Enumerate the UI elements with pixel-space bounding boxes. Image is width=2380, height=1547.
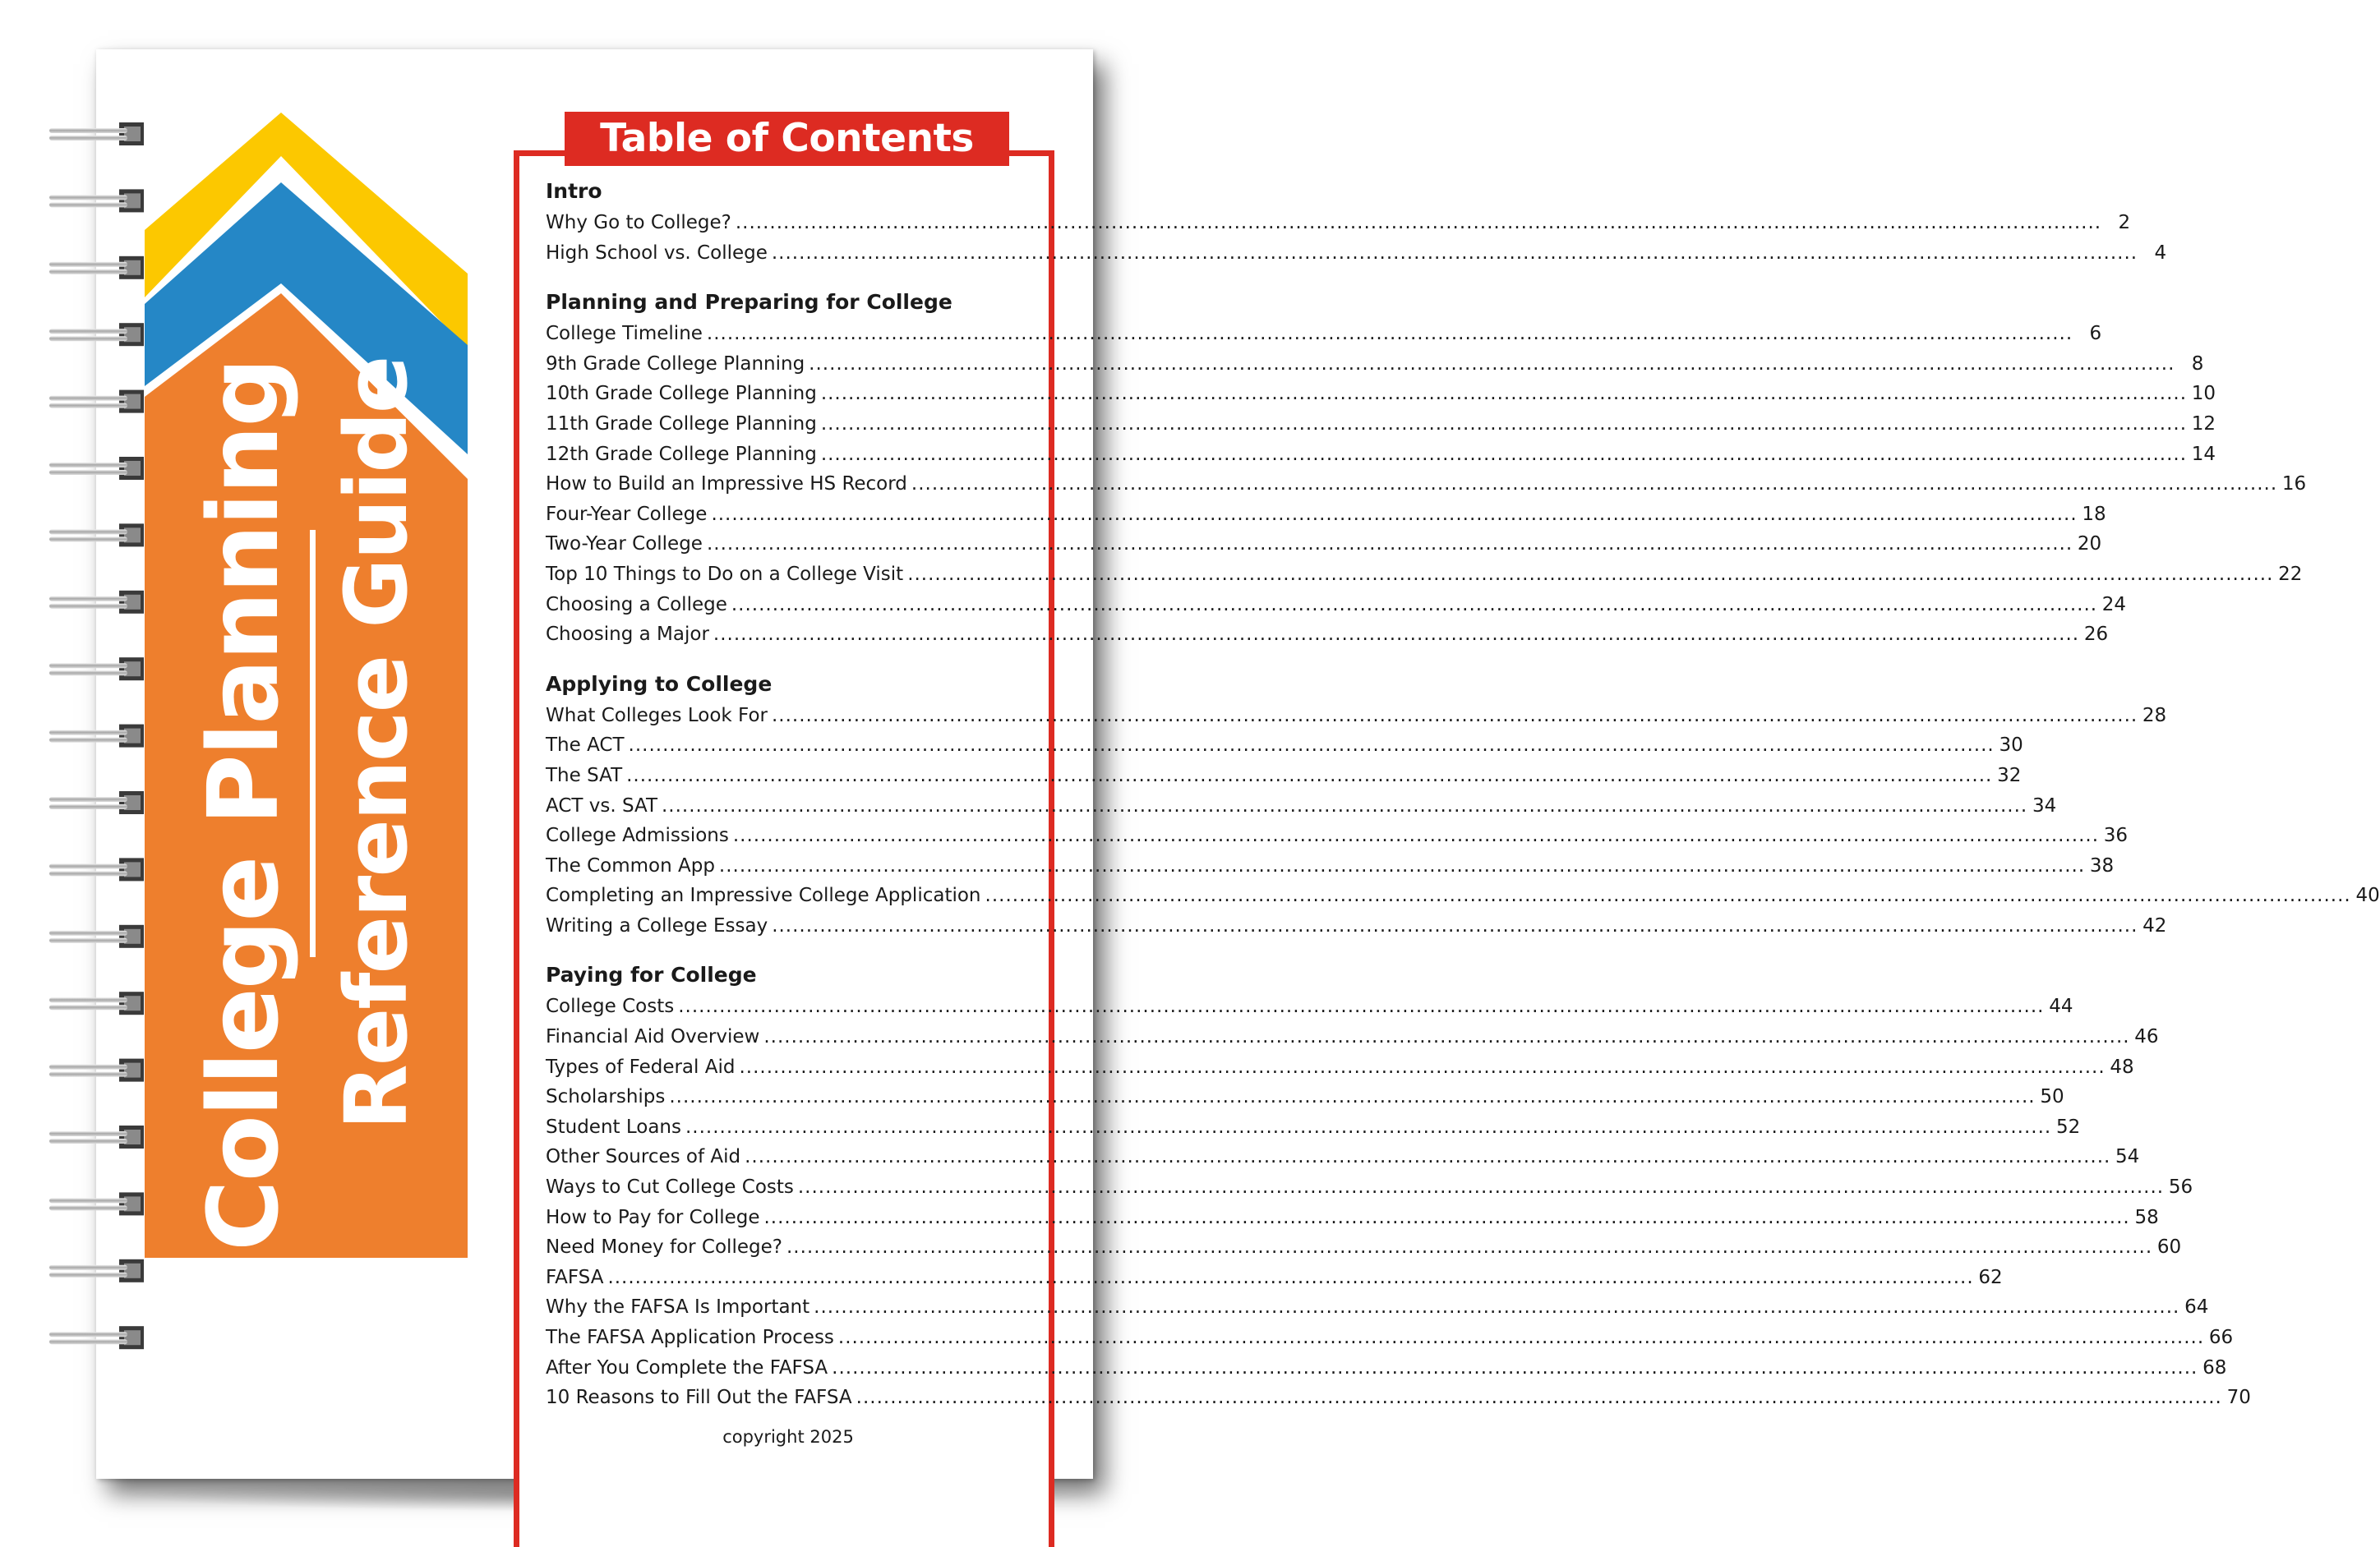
- toc-entry-title: Other Sources of Aid: [546, 1146, 741, 1168]
- toc-entry-title: 11th Grade College Planning: [546, 412, 817, 435]
- toc-entry-title: Two-Year College: [546, 533, 703, 555]
- toc-entry-title: The ACT: [546, 734, 625, 757]
- toc-page-number: 24: [2101, 593, 2127, 615]
- toc-page-number: 48: [2110, 1056, 2134, 1078]
- toc-page-number: 2: [2118, 212, 2131, 233]
- title-college-planning: College Planning: [186, 359, 299, 1251]
- toc-leader-dots: ........................................................................................................................................................................................................: [837, 1327, 2205, 1348]
- toc-leader-dots: ........................................................................................................................................................................................................: [771, 704, 2138, 726]
- toc-entry: [546, 1292, 2209, 1323]
- toc-entry-title: Choosing a College: [546, 593, 727, 615]
- toc-page-number: 40: [2355, 885, 2380, 907]
- toc-leader-dots: ........................................................................................................................................................................................................: [628, 734, 1995, 757]
- toc-section: [546, 668, 2380, 942]
- toc-leader-dots: ........................................................................................................................................................................................................: [911, 473, 2278, 495]
- toc-entry: [546, 208, 2131, 238]
- toc-entry-title: Types of Federal Aid: [546, 1056, 736, 1078]
- toc-entry-title: Ways to Cut College Costs: [546, 1176, 794, 1199]
- toc-page-number: 30: [1999, 734, 2023, 757]
- toc-leader-dots: ........................................................................................................................................................................................................: [732, 825, 2100, 847]
- toc-entry: [546, 821, 2129, 851]
- toc-leader-dots: ........................................................................................................................................................................................................: [626, 764, 1993, 786]
- toc-entry-title: 10 Reasons to Fill Out the FAFSA: [546, 1387, 852, 1409]
- toc-heading: Table of Contents: [565, 112, 1009, 166]
- toc-page-number: 20: [2077, 533, 2102, 555]
- toc-page-number: 52: [2055, 1116, 2081, 1138]
- toc-entry: [546, 1112, 2081, 1143]
- toc-list: [546, 175, 2380, 1431]
- toc-page-number: 18: [2082, 503, 2106, 525]
- toc-leader-dots: ........................................................................................................................................................................................................: [662, 794, 2028, 817]
- toc-leader-dots: ........................................................................................................................................................................................................: [669, 1086, 2036, 1108]
- title-reference-guide: Reference Guide: [325, 357, 426, 1130]
- toc-leader-dots: ........................................................................................................................................................................................................: [763, 1206, 2130, 1228]
- toc-entry-title: Completing an Impressive College Application: [546, 885, 981, 907]
- toc-section-title: Paying for College: [546, 963, 757, 988]
- toc-entry-title: Why the FAFSA Is Important: [546, 1296, 810, 1319]
- toc-entry-title: Student Loans: [546, 1116, 681, 1138]
- cover-title: [144, 357, 468, 1251]
- toc-page-number: 44: [2049, 996, 2073, 1018]
- toc-leader-dots: ........................................................................................................................................................................................................: [786, 1236, 2153, 1259]
- toc-entry: [546, 619, 2109, 650]
- toc-entry-title: Need Money for College?: [546, 1236, 782, 1259]
- toc-entry: [546, 701, 2167, 731]
- toc-page-number: 56: [2168, 1176, 2193, 1199]
- toc-section: [546, 175, 2167, 268]
- toc-entry: [546, 791, 2057, 822]
- toc-section-title: Applying to College: [546, 671, 773, 696]
- toc-page-number: 62: [1978, 1266, 2003, 1288]
- toc-page-number: 58: [2134, 1206, 2159, 1228]
- toc-page-number: 26: [2083, 624, 2109, 646]
- toc-leader-dots: ........................................................................................................................................................................................................: [820, 383, 2188, 405]
- toc-leader-dots: ........................................................................................................................................................................................................: [731, 593, 2098, 615]
- toc-entry: [546, 1263, 2003, 1293]
- toc-entry: [546, 911, 2167, 942]
- toc-page-number: 54: [2115, 1146, 2140, 1168]
- toc-leader-dots: ........................................................................................................................................................................................................: [771, 242, 2138, 264]
- toc-entry: [546, 1172, 2193, 1203]
- toc-entry: [546, 1203, 2159, 1233]
- toc-leader-dots: ........................................................................................................................................................................................................: [713, 624, 2080, 646]
- toc-entry: [546, 379, 2216, 409]
- toc-leader-dots: ........................................................................................................................................................................................................: [763, 1026, 2130, 1048]
- toc-leader-dots: ........................................................................................................................................................................................................: [745, 1146, 2111, 1168]
- toc-leader-dots: ........................................................................................................................................................................................................: [711, 503, 2078, 525]
- toc-entry-title: Writing a College Essay: [546, 914, 768, 937]
- toc-entry-title: College Timeline: [546, 323, 703, 345]
- toc-entry-title: Four-Year College: [546, 503, 708, 525]
- toc-entry-title: Top 10 Things to Do on a College Visit: [546, 563, 904, 585]
- toc-leader-dots: ........................................................................................................................................................................................................: [685, 1116, 2052, 1138]
- toc-page-number: 70: [2226, 1387, 2251, 1409]
- toc-leader-dots: ........................................................................................................................................................................................................: [856, 1387, 2222, 1409]
- toc-entry: [546, 881, 2380, 911]
- toc-page-number: 34: [2032, 794, 2057, 817]
- toc-leader-dots: ........................................................................................................................................................................................................: [706, 533, 2073, 555]
- toc-entry-title: 9th Grade College Planning: [546, 352, 805, 375]
- toc-entry: [546, 440, 2216, 470]
- toc-page-number: 46: [2134, 1026, 2159, 1048]
- title-divider: [309, 530, 315, 957]
- toc-leader-dots: ........................................................................................................................................................................................................: [772, 914, 2138, 937]
- toc-entry-title: The Common App: [546, 854, 715, 877]
- toc-leader-dots: ........................................................................................................................................................................................................: [820, 443, 2188, 465]
- toc-entry-title: Financial Aid Overview: [546, 1026, 760, 1048]
- toc-entry-title: College Admissions: [546, 825, 729, 847]
- toc-entry: [546, 1353, 2227, 1384]
- toc-entry-title: How to Pay for College: [546, 1206, 760, 1228]
- toc-entry-title: The FAFSA Application Process: [546, 1327, 834, 1348]
- spiral-coil: [49, 1326, 144, 1349]
- toc-entry: [546, 1052, 2134, 1083]
- toc-entry: [546, 1323, 2234, 1353]
- toc-page-number: 50: [2040, 1086, 2064, 1108]
- toc-leader-dots: ........................................................................................................................................................................................................: [739, 1056, 2106, 1078]
- toc-section-title: Planning and Preparing for College: [546, 290, 952, 315]
- toc-entry: [546, 761, 2022, 791]
- toc-entry-title: Why Go to College?: [546, 212, 731, 233]
- toc-page-number: 32: [1997, 764, 2022, 786]
- toc-page-number: 42: [2142, 914, 2167, 937]
- toc-leader-dots: ........................................................................................................................................................................................................: [735, 212, 2102, 233]
- toc-section: [546, 286, 2307, 650]
- toc-entry: [546, 590, 2127, 620]
- toc-section-title: Intro: [546, 179, 602, 203]
- toc-entry: [546, 1142, 2140, 1172]
- toc-page-number: 14: [2191, 443, 2216, 465]
- toc-page-number: 4: [2154, 242, 2167, 264]
- toc-entry-title: 12th Grade College Planning: [546, 443, 817, 465]
- toc-entry-title: Scholarships: [546, 1086, 666, 1108]
- toc-leader-dots: ........................................................................................................................................................................................................: [832, 1356, 2198, 1379]
- toc-page-number: 60: [2156, 1236, 2182, 1259]
- toc-entry: [546, 1082, 2064, 1112]
- toc-leader-dots: ........................................................................................................................................................................................................: [678, 996, 2045, 1018]
- toc-leader-dots: ........................................................................................................................................................................................................: [820, 412, 2188, 435]
- toc-entry-title: College Costs: [546, 996, 675, 1018]
- toc-page-number: 16: [2281, 473, 2307, 495]
- toc-entry: [546, 500, 2106, 530]
- toc-page-number: 28: [2142, 704, 2167, 726]
- toc-section: [546, 959, 2251, 1412]
- toc-entry-title: The SAT: [546, 764, 623, 786]
- toc-entry: [546, 469, 2307, 500]
- toc-entry-title: What Colleges Look For: [546, 704, 768, 726]
- toc-entry: [546, 1383, 2251, 1413]
- toc-page-number: 10: [2191, 383, 2216, 405]
- toc-page-number: 22: [2278, 563, 2303, 585]
- toc-entry: [546, 319, 2102, 349]
- toc-entry: [546, 730, 2023, 761]
- toc-entry: [546, 238, 2167, 269]
- toc-entry-title: ACT vs. SAT: [546, 794, 657, 817]
- toc-entry: [546, 529, 2102, 559]
- toc-page-number: 64: [2184, 1296, 2209, 1319]
- toc-page-number: 68: [2202, 1356, 2227, 1379]
- toc-entry: [546, 349, 2204, 380]
- toc-leader-dots: ........................................................................................................................................................................................................: [814, 1296, 2180, 1319]
- toc-entry-title: After You Complete the FAFSA: [546, 1356, 828, 1379]
- toc-entry: [546, 409, 2216, 440]
- toc-leader-dots: ........................................................................................................................................................................................................: [797, 1176, 2165, 1199]
- toc-entry: [546, 851, 2115, 882]
- toc-entry-title: Choosing a Major: [546, 624, 709, 646]
- toc-page-number: 8: [2191, 352, 2204, 375]
- toc-page-number: 66: [2208, 1327, 2234, 1348]
- toc-leader-dots: ........................................................................................................................................................................................................: [718, 854, 2086, 877]
- toc-leader-dots: ........................................................................................................................................................................................................: [706, 323, 2073, 345]
- toc-entry: [546, 1022, 2159, 1052]
- toc-page-number: 12: [2191, 412, 2216, 435]
- toc-entry-title: 10th Grade College Planning: [546, 383, 817, 405]
- toc-leader-dots: ........................................................................................................................................................................................................: [809, 352, 2175, 375]
- toc-entry-title: How to Build an Impressive HS Record: [546, 473, 907, 495]
- toc-entry: [546, 992, 2073, 1022]
- toc-leader-dots: ........................................................................................................................................................................................................: [907, 563, 2274, 585]
- toc-leader-dots: ........................................................................................................................................................................................................: [985, 885, 2351, 907]
- toc-entry-title: High School vs. College: [546, 242, 768, 264]
- toc-entry: [546, 559, 2303, 590]
- toc-entry-title: FAFSA: [546, 1266, 604, 1288]
- toc-page-number: 38: [2089, 854, 2115, 877]
- toc-page-number: 36: [2103, 825, 2129, 847]
- toc-page-number: 6: [2089, 323, 2102, 345]
- copyright-text: copyright 2025: [722, 1427, 854, 1447]
- toc-entry: [546, 1232, 2182, 1263]
- toc-leader-dots: ........................................................................................................................................................................................................: [607, 1266, 1974, 1288]
